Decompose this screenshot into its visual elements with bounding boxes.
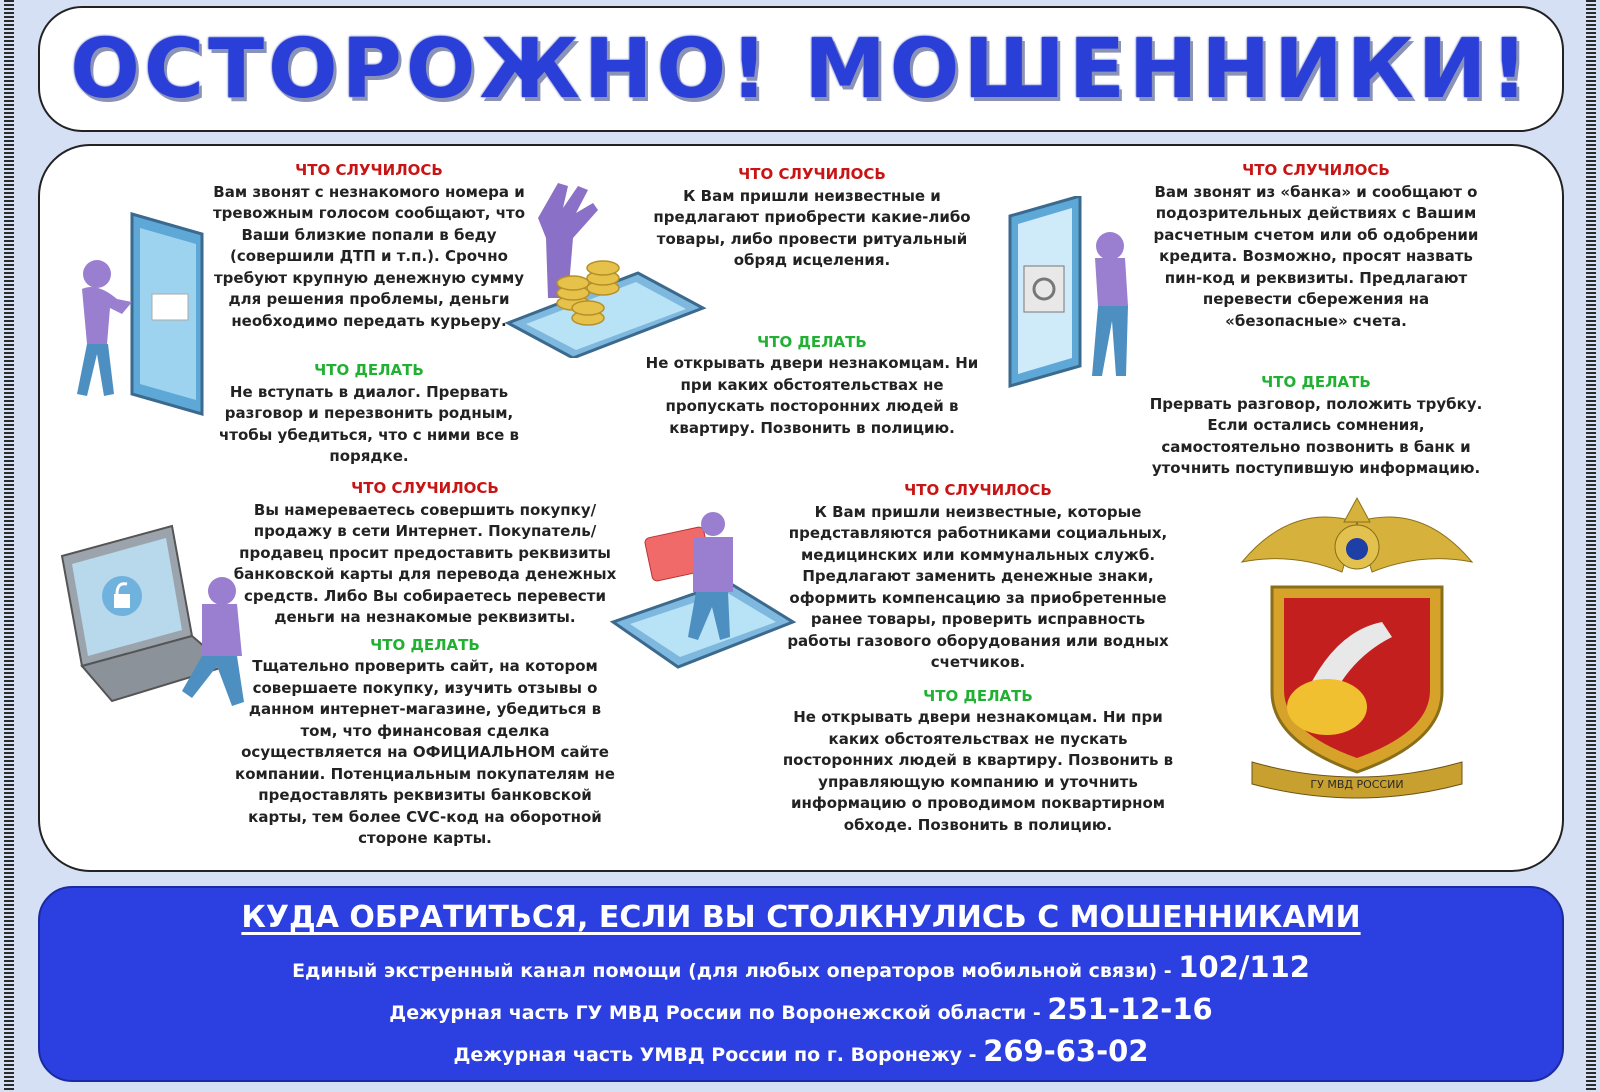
case-fake-services [778,480,1178,836]
contact-label: Дежурная часть ГУ МВД России по Воронежской области - [389,1002,1048,1024]
what-to-do-text: Не открывать двери незнакомцам. Ни при каких обстоятельствах не пускать посторонних людей в квартиру. Позвонить в управляющую компанию и уточнить информацию о проводимом поквартирном обходе. Позвонить в полицию. [782,708,1174,834]
what-happened-text: К Вам пришли неизвестные и предлагают приобрести какие-либо товары, либо провести ритуальный обряд исцеления. [653,186,971,269]
page-title: ОСТОРОЖНО! МОШЕННИКИ! [70,21,1532,117]
contact-line-emergency [40,950,1562,984]
contact-line-regional [40,992,1562,1026]
contact-number: 269-63-02 [983,1034,1149,1068]
title-banner [38,6,1564,132]
contact-number: 102/112 [1178,950,1310,984]
contact-number: 251-12-16 [1047,992,1213,1026]
what-happened-heading: ЧТО СЛУЧИЛОСЬ [738,165,886,183]
case-door-sellers [638,164,986,439]
what-to-do-text: Тщательно проверить сайт, на котором совершаете покупку, изучить отзывы о данном интернет-магазине, убедиться в том, что финансовая сделка осуществляется на ОФИЦИАЛЬНОМ сайте компании. Потенциальным покупателям не предоставлять реквизиты банковской карты, тем более CVC-код на оборотной стороне карты. [235,657,615,847]
what-to-do-heading: ЧТО ДЕЛАТЬ [370,635,480,654]
what-happened-text: Вам звонят с незнакомого номера и тревожным голосом сообщают, что Ваши близкие попали в беду (совершили ДТП и т.п.). Срочно требуют крупную денежную сумму для решения проблемы, деньги необходимо передать курьеру. [212,182,526,330]
contacts-panel [38,886,1564,1082]
main-panel [38,144,1564,872]
what-happened-heading: ЧТО СЛУЧИЛОСЬ [904,481,1052,499]
contact-line-city [40,1034,1562,1068]
card-thief-illustration [608,512,798,682]
what-to-do-text: Не вступать в диалог. Прервать разговор и перезвонить родным, чтобы убедиться, что с ними все в порядке. [219,382,519,465]
emblem-ribbon-text: ГУ МВД РОССИИ [1310,778,1404,791]
right-dotted-border [1586,0,1596,1092]
case-bank-call [1140,160,1492,480]
contact-label: Дежурная часть УМВД России по г. Воронежу - [453,1044,984,1066]
what-to-do-text: Не открывать двери незнакомцам. Ни при каких обстоятельствах не пропускать посторонних людей в квартиру. Позвонить в полицию. [645,354,979,437]
what-to-do-heading: ЧТО ДЕЛАТЬ [1261,373,1371,391]
what-happened-heading: ЧТО СЛУЧИЛОСЬ [295,161,443,179]
what-happened-text: Вы намереваетесь совершить покупку/продажу в сети Интернет. Покупатель/продавец просит предоставить реквизиты банковской карты для перевода денежных средств. Либо Вы собираетесь перевести деньги на незнакомые реквизиты. [233,500,617,626]
what-happened-heading: ЧТО СЛУЧИЛОСЬ [351,479,499,497]
what-happened-heading: ЧТО СЛУЧИЛОСЬ [1242,161,1390,179]
what-happened-text: Вам звонят из «банка» и сообщают о подозрительных действиях с Вашим расчетным счетом или об одобрении кредита. Возможно, просят назвать пин-код и реквизиты. Предлагают перевести сбережения на «безопасные» счета. [1153,182,1479,330]
what-to-do-text: Прервать разговор, положить трубку. Если остались сомнения, самостоятельно позвонить в банк и уточнить поступившую информацию. [1149,394,1483,477]
police-emblem [1232,492,1482,814]
left-dotted-border [4,0,14,1092]
contact-label: Единый экстренный канал помощи (для любых операторов мобильной связи) - [292,960,1179,982]
what-to-do-heading: ЧТО ДЕЛАТЬ [314,361,424,379]
what-to-do-heading: ЧТО ДЕЛАТЬ [757,332,867,351]
case-call-relatives [200,160,538,468]
contacts-title: КУДА ОБРАТИТЬСЯ, ЕСЛИ ВЫ СТОЛКНУЛИСЬ С МОШЕННИКАМИ [241,900,1361,935]
case-online-purchase [230,478,620,850]
what-to-do-heading: ЧТО ДЕЛАТЬ [923,686,1033,705]
what-happened-text: К Вам пришли неизвестные, которые представляются работниками социальных, медицинских или коммунальных служб. Предлагают заменить денежные знаки, оформить компенсацию за приобретенные ранее товары, проверить исправность работы газового оборудования или водных счетчиков. [787,502,1169,671]
